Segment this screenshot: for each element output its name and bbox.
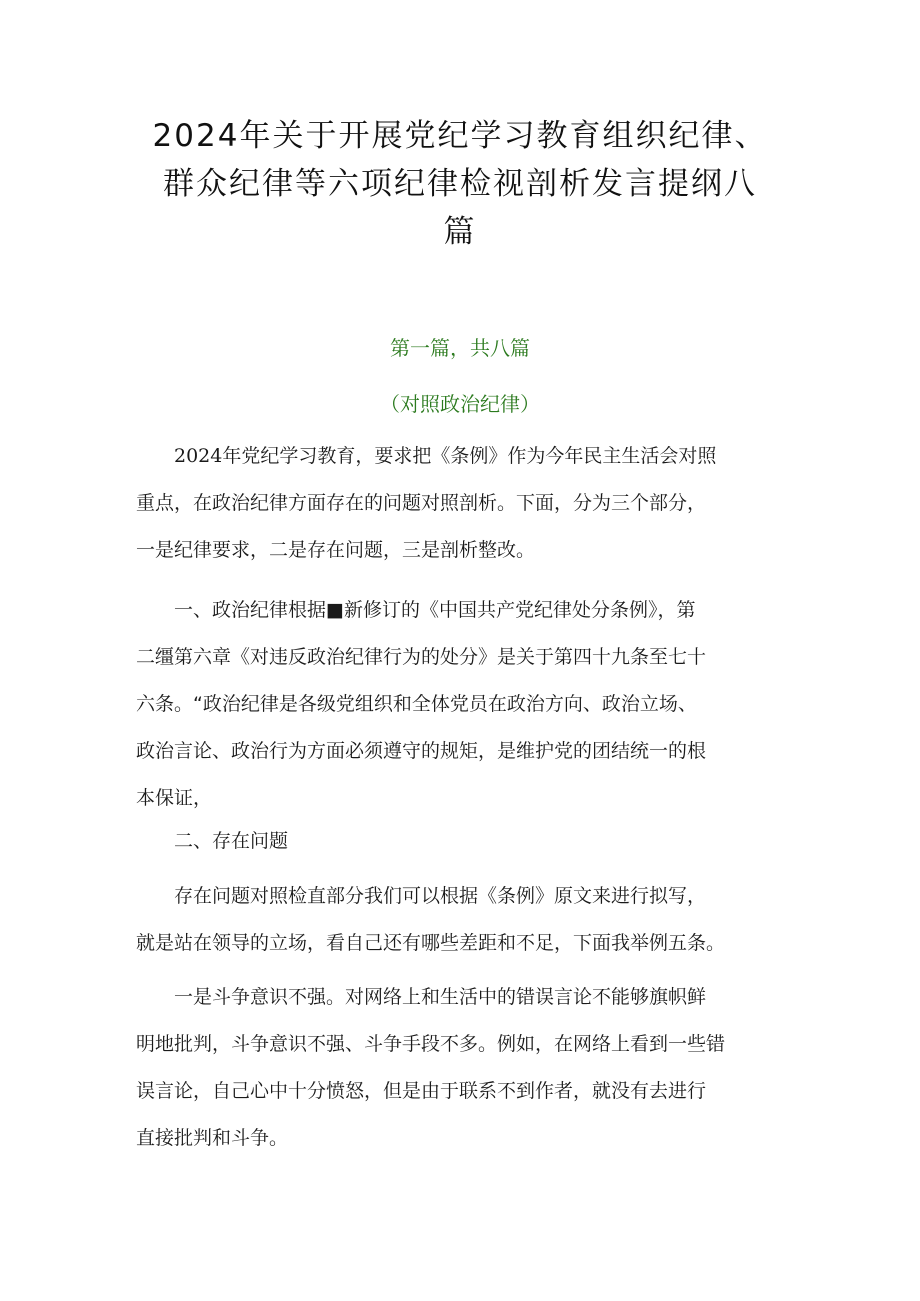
text-line: 二缰第六章《对违反政治纪律行为的处分》是关于第四十九条至七十 [136,646,707,668]
text-line: 本保证， [136,787,213,809]
title-line: 篇 [443,214,477,250]
section-subheading: （对照政治纪律） [380,392,540,416]
text-line: 存在问题对照检直部分我们可以根据《条例》原文来进行拟写， [174,885,707,907]
paragraph-problems-intro [136,873,796,967]
paragraph-intro [136,433,796,574]
text-line: 误言论，自己心中十分愤怒，但是由于联系不到作者，就没有去进行 [136,1080,707,1102]
text-line: 一是斗争意识不强。对网络上和生活中的错误言论不能够旗帜鲜 [174,986,707,1008]
text-line: 明地批判，斗争意识不强、斗争手段不多。例如，在网络上看到一些错 [136,1033,726,1055]
text-line: 直接批判和斗争。 [136,1127,289,1149]
text-line: 二、存在问题 [174,830,289,852]
text-line: 一、政治纪律根据■新修订的《中国共产党纪律处分条例》，第 [174,599,696,621]
heading-section-two [136,818,796,865]
text-line: 一是纪律要求，二是存在问题，三是剖析整改。 [136,539,536,561]
title-line: 群众纪律等六项纪律检视剖析发言提纲八 [163,166,757,202]
section-heading: 第一篇，共八篇 [390,336,530,360]
document-title [120,112,800,256]
paragraph-section-one [136,587,796,822]
text-line: 就是站在领导的立场，看自己还有哪些差距和不足，下面我举例五条。 [136,932,726,954]
text-line: 六条。“政治纪律是各级党组织和全体党员在政治方向、政治立场、 [136,693,697,715]
text-line: 重点，在政治纪律方面存在的问题对照剖析。下面，分为三个部分， [136,492,707,514]
text-line: 政治言论、政治行为方面必须遵守的规矩，是维护党的团结统一的根 [136,740,707,762]
paragraph-problem-one [136,974,796,1162]
text-line: 2024年党纪学习教育，要求把《条例》作为今年民主生活会对照 [174,445,717,467]
title-line: 2024年关于开展党纪学习教育组织纪律、 [152,118,768,154]
